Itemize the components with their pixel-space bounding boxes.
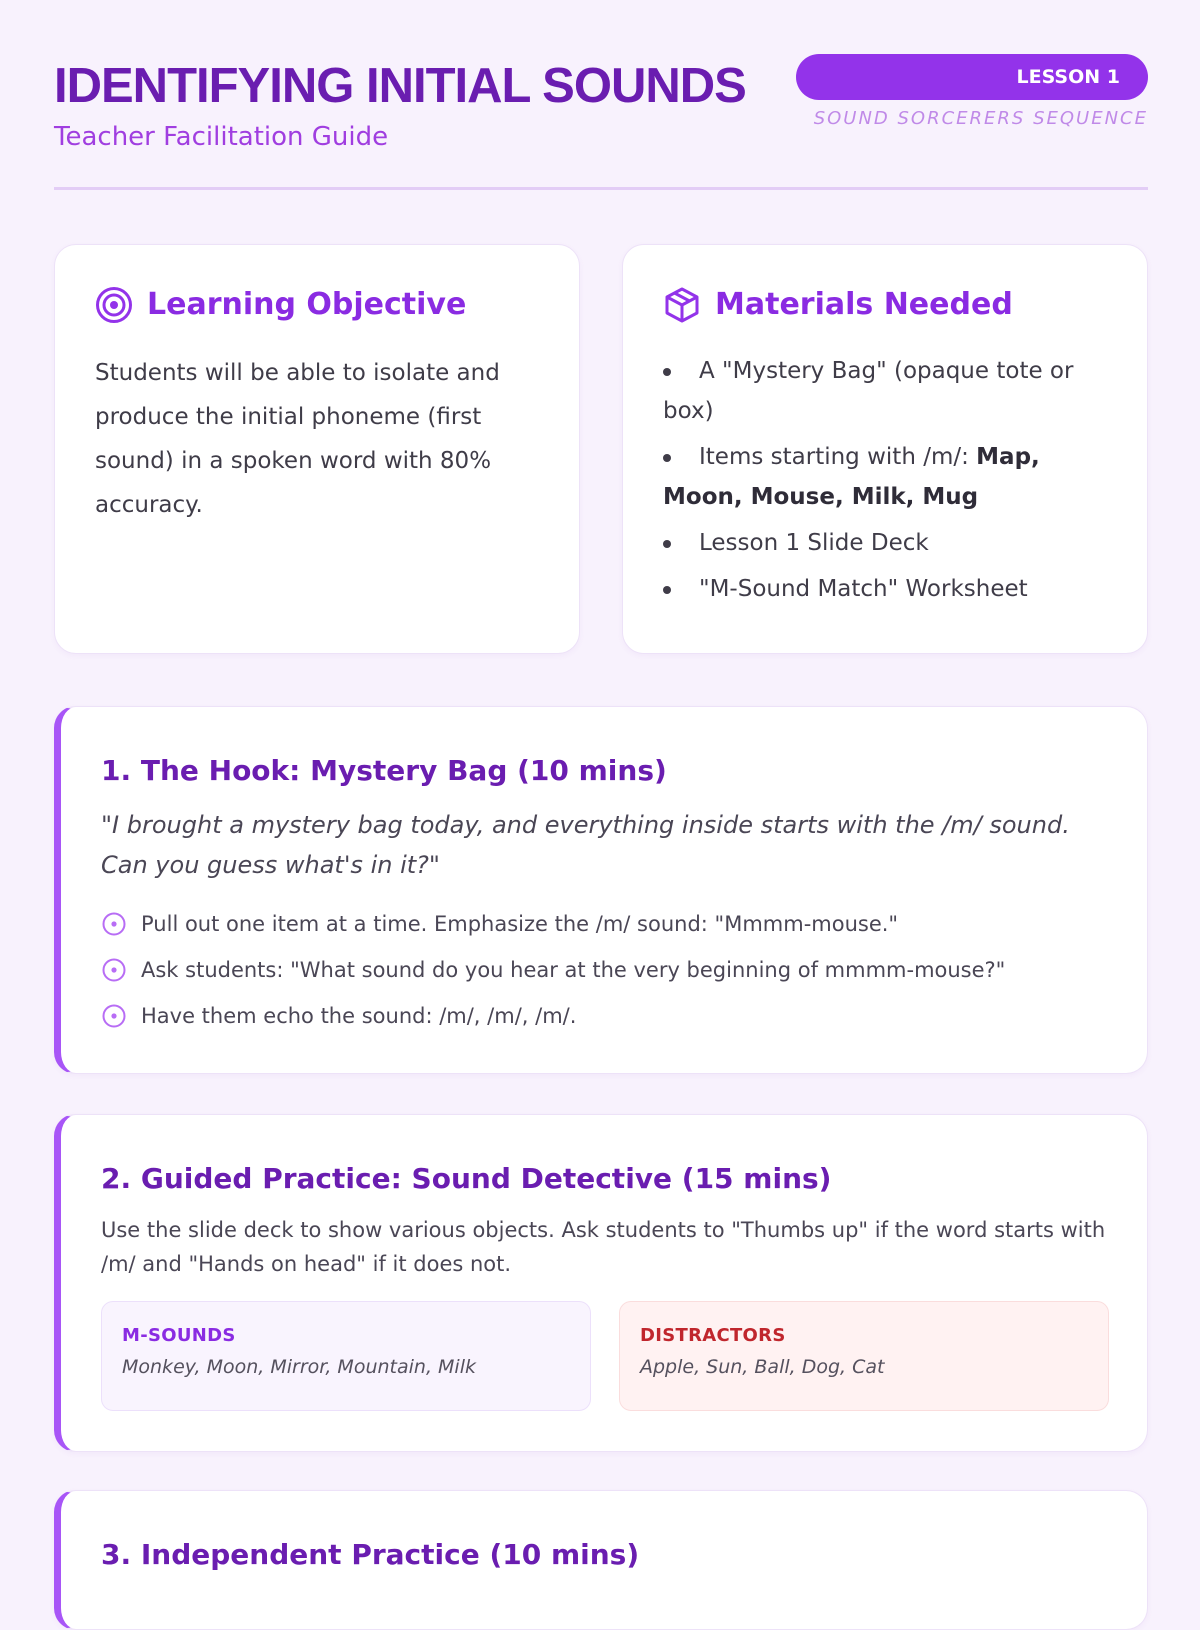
m-sounds-box — [101, 1301, 591, 1411]
materials-item: A "Mystery Bag" (opaque tote or box) — [663, 351, 1117, 431]
m-sounds-words: Monkey, Moon, Mirror, Mountain, Milk — [122, 1356, 476, 1378]
dot-circle-icon — [101, 911, 127, 937]
target-icon — [95, 286, 133, 324]
dot-circle-icon — [101, 1003, 127, 1029]
step-2-text: Use the slide deck to show various objects. Ask students to "Thumbs up" if the word starts with /m/ and "Hands on head" if it does not. — [101, 1218, 1106, 1276]
page-header — [54, 52, 1148, 190]
distractors-label: DISTRACTORS — [640, 1325, 786, 1346]
materials-card — [622, 244, 1148, 654]
list-item — [101, 993, 1107, 1039]
materials-item: Lesson 1 Slide Deck — [663, 523, 1117, 563]
page-title: IDENTIFYING INITIAL SOUNDS — [54, 59, 746, 113]
step-3-card — [54, 1490, 1148, 1630]
step-3-title: 3. Independent Practice (10 mins) — [101, 1538, 640, 1571]
objective-header — [95, 285, 539, 325]
materials-title: Materials Needed — [715, 287, 1013, 322]
page-subtitle: Teacher Facilitation Guide — [54, 122, 389, 152]
objective-title: Learning Objective — [147, 287, 467, 322]
materials-list — [663, 351, 1117, 609]
step-1-list — [101, 901, 1107, 1039]
distractors-box — [619, 1301, 1109, 1411]
lesson-badge: LESSON 1 — [796, 54, 1148, 100]
sound-examples — [101, 1301, 1107, 1411]
box-icon — [663, 286, 701, 324]
list-item — [101, 901, 1107, 947]
list-item-text: Have them echo the sound: /m/, /m/, /m/. — [141, 1004, 577, 1028]
list-item-text: Pull out one item at a time. Emphasize the /m/ sound: "Mmmm-mouse." — [141, 912, 899, 936]
series-label: SOUND SORCERERS SEQUENCE — [813, 108, 1148, 129]
step-2-card — [54, 1114, 1148, 1452]
materials-item: "M-Sound Match" Worksheet — [663, 569, 1117, 609]
dot-circle-icon — [101, 957, 127, 983]
list-item — [101, 947, 1107, 993]
list-item-text: Ask students: "What sound do you hear at the very beginning of mmmm-mouse?" — [141, 958, 1006, 982]
objective-text: Students will be able to isolate and produce the initial phoneme (first sound) in a spoken word with 80% accuracy. — [95, 360, 500, 518]
step-1-card — [54, 706, 1148, 1074]
objective-card — [54, 244, 580, 654]
step-1-title: 1. The Hook: Mystery Bag (10 mins) — [101, 754, 667, 787]
step-2-title: 2. Guided Practice: Sound Detective (15 mins) — [101, 1162, 832, 1195]
materials-header — [663, 285, 1117, 325]
materials-item-text: Items starting with /m/: — [699, 444, 977, 470]
distractors-words: Apple, Sun, Ball, Dog, Cat — [640, 1356, 885, 1378]
m-sounds-label: M-SOUNDS — [122, 1325, 236, 1346]
materials-item — [663, 437, 1117, 517]
step-1-quote: "I brought a mystery bag today, and everything inside starts with the /m/ sound. Can you guess what's in it?" — [101, 811, 1070, 879]
materials-item-bold: Map, Moon, Mouse, Milk, Mug — [663, 444, 1040, 510]
